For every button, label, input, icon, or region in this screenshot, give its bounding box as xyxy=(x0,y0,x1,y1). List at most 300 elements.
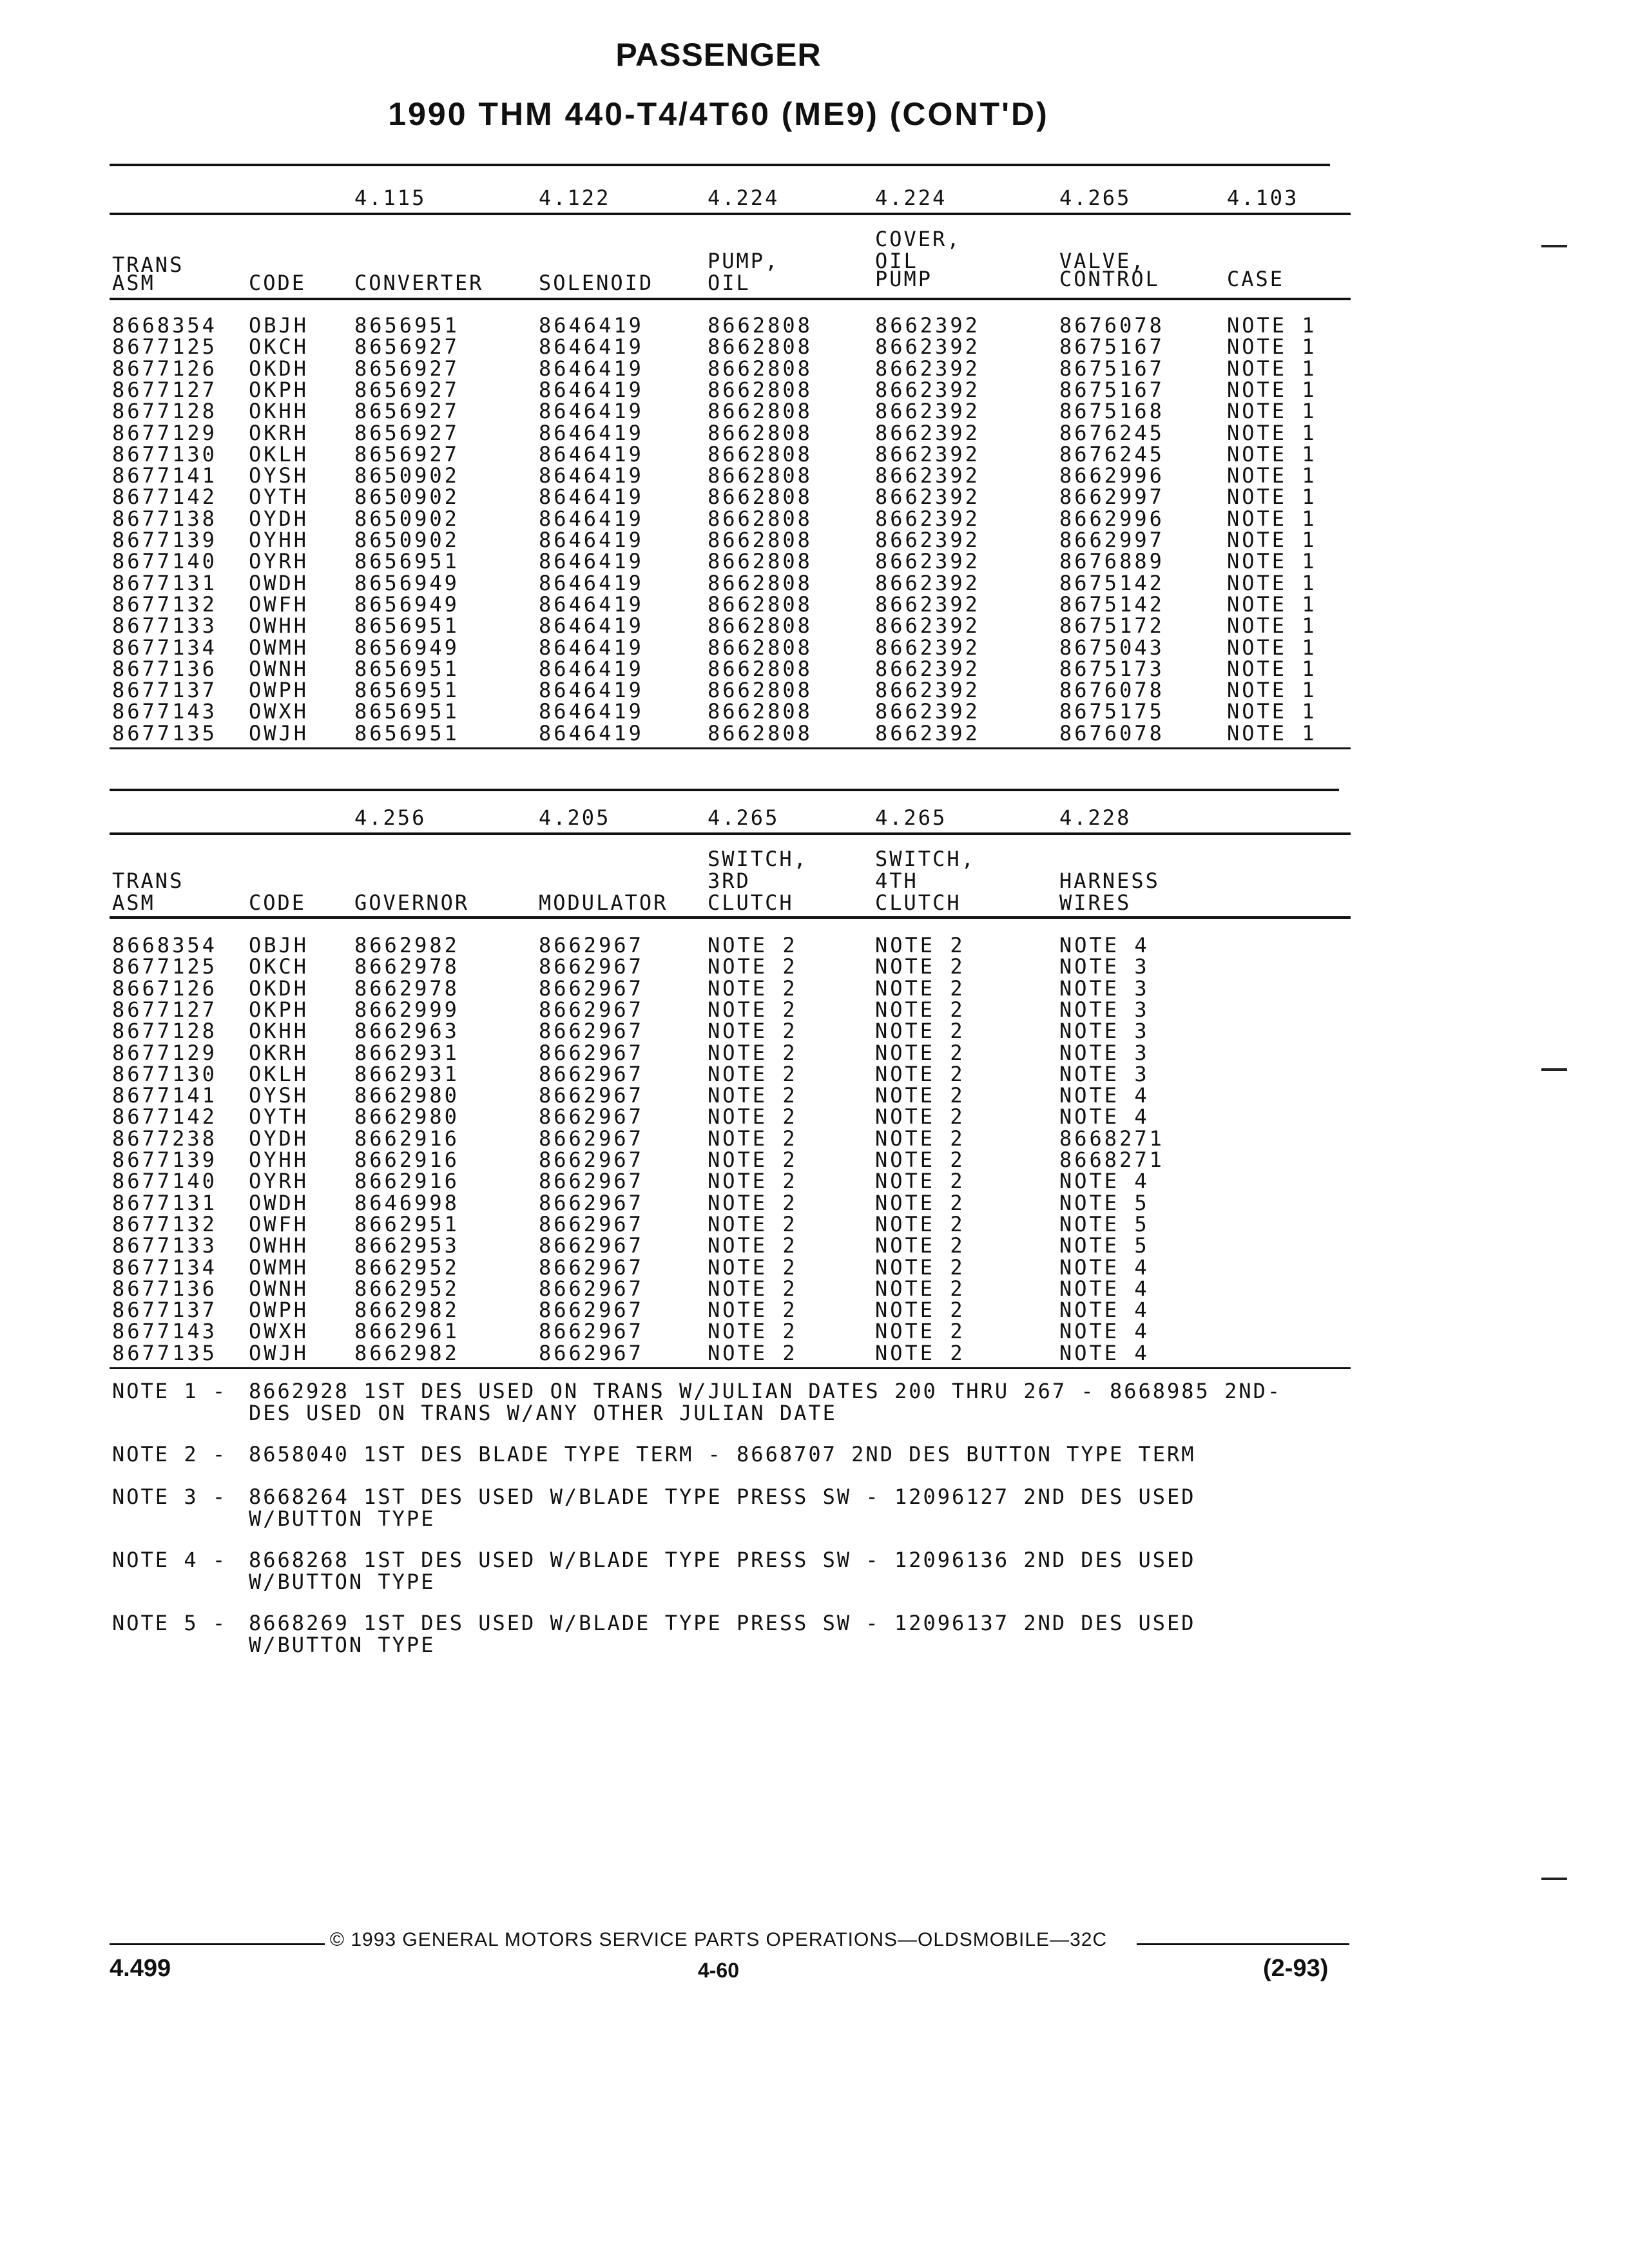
converter-cell: 8650902 xyxy=(354,506,459,531)
switch-4th-cell: NOTE 2 xyxy=(875,933,965,957)
case-cell: NOTE 1 xyxy=(1227,720,1317,745)
switch-3rd-cell: NOTE 2 xyxy=(708,1126,798,1151)
case-cell: NOTE 1 xyxy=(1227,506,1317,531)
trans-asm-cell: 8677128 xyxy=(112,399,217,424)
code-cell: OYSH xyxy=(249,1083,309,1108)
table-row xyxy=(0,572,1629,594)
code-cell: OWJH xyxy=(249,1340,309,1365)
trans-asm-cell: 8677125 xyxy=(112,954,217,979)
governor-cell: 8662951 xyxy=(354,1211,459,1236)
valve-control-cell: 8675168 xyxy=(1059,399,1164,424)
switch-3rd-cell: NOTE 2 xyxy=(708,1019,798,1044)
converter-cell: 8650902 xyxy=(354,485,459,510)
modulator-cell: 8662967 xyxy=(539,1298,644,1323)
cover-oil-pump-cell: 8662392 xyxy=(875,699,980,724)
switch-3rd-cell: NOTE 2 xyxy=(708,1254,798,1280)
switch-3rd-cell: NOTE 2 xyxy=(708,1104,798,1129)
pump-oil-cell: 8662808 xyxy=(708,549,813,574)
harness-cell: NOTE 3 xyxy=(1059,975,1150,1001)
case-cell: NOTE 1 xyxy=(1227,591,1317,617)
cover-oil-pump-cell: 8662392 xyxy=(875,420,980,445)
table-row xyxy=(0,1084,1629,1106)
code-cell: OKLH xyxy=(249,1061,309,1086)
converter-cell: 8656951 xyxy=(354,613,459,639)
footer-rule-right xyxy=(1137,1943,1349,1945)
cover-oil-pump-cell: 8662392 xyxy=(875,463,980,488)
table-row xyxy=(0,1149,1629,1171)
modulator-cell: 8662967 xyxy=(539,933,644,957)
switch-4th-cell: NOTE 2 xyxy=(875,1040,965,1065)
note-text: 8668269 1ST DES USED W/BLADE TYPE PRESS SW - 12096137 2ND DES USED xyxy=(249,1611,1196,1635)
note-label: NOTE 4 - xyxy=(112,1548,227,1572)
code-cell: OKDH xyxy=(249,356,309,381)
col-header: OIL xyxy=(875,249,918,273)
col-header: VALVE, xyxy=(1059,249,1146,273)
case-cell: NOTE 1 xyxy=(1227,420,1317,445)
trans-asm-cell: 8677135 xyxy=(112,1340,217,1365)
valve-control-cell: 8675167 xyxy=(1059,356,1164,381)
trans-asm-cell: 8677138 xyxy=(112,506,217,531)
switch-3rd-cell: NOTE 2 xyxy=(708,1190,798,1215)
table-row xyxy=(0,358,1629,380)
switch-4th-cell: NOTE 2 xyxy=(875,1104,965,1129)
note-label: NOTE 2 - xyxy=(112,1442,227,1466)
trans-asm-cell: 8677143 xyxy=(112,1319,217,1344)
case-cell: NOTE 1 xyxy=(1227,356,1317,381)
table-row xyxy=(0,1170,1629,1192)
modulator-cell: 8662967 xyxy=(539,975,644,1001)
converter-cell: 8656951 xyxy=(354,699,459,724)
cover-oil-pump-cell: 8662392 xyxy=(875,720,980,745)
harness-cell: NOTE 4 xyxy=(1059,933,1150,957)
note-text: W/BUTTON TYPE xyxy=(249,1570,436,1594)
table-row xyxy=(0,679,1629,701)
switch-4th-cell: NOTE 2 xyxy=(875,1148,965,1172)
converter-cell: 8656927 xyxy=(354,334,459,360)
switch-4th-cell: NOTE 2 xyxy=(875,1319,965,1344)
pump-oil-cell: 8662808 xyxy=(708,570,813,595)
converter-cell: 8656927 xyxy=(354,420,459,445)
trans-asm-cell: 8677143 xyxy=(112,699,217,724)
solenoid-cell: 8646419 xyxy=(539,441,644,466)
governor-cell: 8662982 xyxy=(354,1340,459,1365)
harness-cell: NOTE 5 xyxy=(1059,1190,1150,1215)
converter-cell: 8656949 xyxy=(354,635,459,660)
col-header: PUMP, xyxy=(708,249,780,273)
switch-3rd-cell: NOTE 2 xyxy=(708,954,798,979)
converter-cell: 8656951 xyxy=(354,656,459,681)
code-cell: OWDH xyxy=(249,570,309,595)
switch-3rd-cell: NOTE 2 xyxy=(708,1083,798,1108)
modulator-cell: 8662967 xyxy=(539,954,644,979)
converter-cell: 8656951 xyxy=(354,549,459,574)
pump-oil-cell: 8662808 xyxy=(708,591,813,617)
pump-oil-cell: 8662808 xyxy=(708,420,813,445)
valve-control-cell: 8676078 xyxy=(1059,720,1164,745)
table2-bottom-rule xyxy=(110,1367,1351,1369)
solenoid-cell: 8646419 xyxy=(539,699,644,724)
table-row xyxy=(0,722,1629,744)
code-cell: OWPH xyxy=(249,678,309,703)
note-text: 8668264 1ST DES USED W/BLADE TYPE PRESS SW - 12096127 2ND DES USED xyxy=(249,1485,1196,1509)
switch-3rd-cell: NOTE 2 xyxy=(708,1276,798,1301)
group-number: 4.265 xyxy=(1059,186,1132,210)
col-header: PUMP xyxy=(875,267,933,291)
group-number: 4.228 xyxy=(1059,805,1132,830)
table-row xyxy=(0,1320,1629,1342)
footer-page-number: 4-60 xyxy=(697,1959,740,1982)
trans-asm-cell: 8677131 xyxy=(112,1190,217,1215)
valve-control-cell: 8662996 xyxy=(1059,506,1164,531)
page-title: PASSENGER xyxy=(615,37,822,73)
valve-control-cell: 8662997 xyxy=(1059,528,1164,552)
modulator-cell: 8662967 xyxy=(539,1148,644,1172)
table2-rule xyxy=(110,832,1351,835)
note-label: NOTE 1 - xyxy=(112,1379,227,1403)
valve-control-cell: 8676078 xyxy=(1059,678,1164,703)
switch-4th-cell: NOTE 2 xyxy=(875,1254,965,1280)
trans-asm-cell: 8677137 xyxy=(112,678,217,703)
converter-cell: 8656927 xyxy=(354,441,459,466)
footer-copyright: © 1993 GENERAL MOTORS SERVICE PARTS OPERATIONS—OLDSMOBILE—32C xyxy=(329,1929,1108,1950)
converter-cell: 8656951 xyxy=(354,313,459,338)
solenoid-cell: 8646419 xyxy=(539,463,644,488)
modulator-cell: 8662967 xyxy=(539,1019,644,1044)
switch-3rd-cell: NOTE 2 xyxy=(708,1319,798,1344)
code-cell: OYDH xyxy=(249,1126,309,1151)
pump-oil-cell: 8662808 xyxy=(708,441,813,466)
code-cell: OWNH xyxy=(249,656,309,681)
group-number: 4.224 xyxy=(708,186,780,210)
switch-4th-cell: NOTE 2 xyxy=(875,954,965,979)
valve-control-cell: 8676245 xyxy=(1059,441,1164,466)
trans-asm-cell: 8677135 xyxy=(112,720,217,745)
code-cell: OWNH xyxy=(249,1276,309,1301)
cover-oil-pump-cell: 8662392 xyxy=(875,613,980,639)
case-cell: NOTE 1 xyxy=(1227,613,1317,639)
governor-cell: 8662916 xyxy=(354,1169,459,1194)
pump-oil-cell: 8662808 xyxy=(708,635,813,660)
group-number: 4.205 xyxy=(539,805,611,830)
table2-header-rule xyxy=(110,916,1351,919)
table-row xyxy=(0,1128,1629,1149)
table1-bottom-rule xyxy=(110,747,1351,749)
table-row xyxy=(0,465,1629,486)
case-cell: NOTE 1 xyxy=(1227,313,1317,338)
code-cell: OKRH xyxy=(249,1040,309,1065)
switch-4th-cell: NOTE 2 xyxy=(875,1340,965,1365)
switch-4th-cell: NOTE 2 xyxy=(875,1169,965,1194)
modulator-cell: 8662967 xyxy=(539,1276,644,1301)
code-cell: OKDH xyxy=(249,975,309,1001)
valve-control-cell: 8662996 xyxy=(1059,463,1164,488)
pump-oil-cell: 8662808 xyxy=(708,334,813,360)
solenoid-cell: 8646419 xyxy=(539,506,644,531)
note-text: W/BUTTON TYPE xyxy=(249,1506,436,1531)
code-cell: OYSH xyxy=(249,463,309,488)
code-cell: OKPH xyxy=(249,997,309,1022)
table1-header-rule xyxy=(110,298,1351,300)
valve-control-cell: 8675142 xyxy=(1059,570,1164,595)
switch-4th-cell: NOTE 2 xyxy=(875,1083,965,1108)
pump-oil-cell: 8662808 xyxy=(708,528,813,552)
harness-cell: NOTE 5 xyxy=(1059,1211,1150,1236)
table1-rule xyxy=(110,213,1351,215)
case-cell: NOTE 1 xyxy=(1227,678,1317,703)
note-text: DES USED ON TRANS W/ANY OTHER JULIAN DATE xyxy=(249,1401,837,1425)
footer-date: (2-93) xyxy=(1263,1955,1329,1982)
switch-4th-cell: NOTE 2 xyxy=(875,1190,965,1215)
solenoid-cell: 8646419 xyxy=(539,656,644,681)
table-row xyxy=(0,443,1629,465)
group-number: 4.115 xyxy=(354,186,427,210)
switch-3rd-cell: NOTE 2 xyxy=(708,1169,798,1194)
code-cell: OWMH xyxy=(249,1254,309,1280)
case-cell: NOTE 1 xyxy=(1227,399,1317,424)
switch-3rd-cell: NOTE 2 xyxy=(708,975,798,1001)
cover-oil-pump-cell: 8662392 xyxy=(875,356,980,381)
case-cell: NOTE 1 xyxy=(1227,699,1317,724)
code-cell: OKHH xyxy=(249,1019,309,1044)
converter-cell: 8650902 xyxy=(354,528,459,552)
valve-control-cell: 8675043 xyxy=(1059,635,1164,660)
pump-oil-cell: 8662808 xyxy=(708,720,813,745)
table-row xyxy=(0,977,1629,999)
case-cell: NOTE 1 xyxy=(1227,549,1317,574)
solenoid-cell: 8646419 xyxy=(539,678,644,703)
trans-asm-cell: 8677137 xyxy=(112,1298,217,1323)
solenoid-cell: 8646419 xyxy=(539,334,644,360)
switch-4th-cell: NOTE 2 xyxy=(875,1126,965,1151)
solenoid-cell: 8646419 xyxy=(539,420,644,445)
code-cell: OWJH xyxy=(249,720,309,745)
case-cell: NOTE 1 xyxy=(1227,441,1317,466)
trans-asm-cell: 8677141 xyxy=(112,463,217,488)
code-cell: OYTH xyxy=(249,1104,309,1129)
trans-asm-cell: 8668354 xyxy=(112,313,217,338)
trans-asm-cell: 8668354 xyxy=(112,933,217,957)
trans-asm-cell: 8677129 xyxy=(112,420,217,445)
code-cell: OWXH xyxy=(249,699,309,724)
case-cell: NOTE 1 xyxy=(1227,570,1317,595)
col-header: CONVERTER xyxy=(354,271,484,295)
table-row xyxy=(0,314,1629,336)
col-header: CONTROL xyxy=(1059,267,1160,291)
col-header: COVER, xyxy=(875,227,961,251)
table-row xyxy=(0,1278,1629,1300)
trans-asm-cell: 8667126 xyxy=(112,975,217,1001)
harness-cell: NOTE 4 xyxy=(1059,1083,1150,1108)
col-header: SWITCH, xyxy=(708,847,808,871)
table-row xyxy=(0,550,1629,572)
group-number: 4.122 xyxy=(539,186,611,210)
converter-cell: 8656951 xyxy=(354,720,459,745)
code-cell: OWFH xyxy=(249,1211,309,1236)
table-row xyxy=(0,1020,1629,1042)
harness-cell: NOTE 4 xyxy=(1059,1298,1150,1323)
cover-oil-pump-cell: 8662392 xyxy=(875,399,980,424)
table-row xyxy=(0,637,1629,658)
harness-cell: NOTE 5 xyxy=(1059,1233,1150,1258)
converter-cell: 8656927 xyxy=(354,356,459,381)
harness-cell: NOTE 3 xyxy=(1059,1040,1150,1065)
note-text: 8662928 1ST DES USED ON TRANS W/JULIAN DATES 200 THRU 267 - 8668985 2ND- xyxy=(249,1379,1282,1403)
valve-control-cell: 8675173 xyxy=(1059,656,1164,681)
valve-control-cell: 8675172 xyxy=(1059,613,1164,639)
cover-oil-pump-cell: 8662392 xyxy=(875,528,980,552)
code-cell: OKRH xyxy=(249,420,309,445)
cover-oil-pump-cell: 8662392 xyxy=(875,485,980,510)
switch-4th-cell: NOTE 2 xyxy=(875,997,965,1022)
code-cell: OYHH xyxy=(249,1148,309,1172)
trans-asm-cell: 8677139 xyxy=(112,528,217,552)
note-label: NOTE 5 - xyxy=(112,1611,227,1635)
code-cell: OWMH xyxy=(249,635,309,660)
pump-oil-cell: 8662808 xyxy=(708,463,813,488)
harness-cell: NOTE 4 xyxy=(1059,1104,1150,1129)
case-cell: NOTE 1 xyxy=(1227,485,1317,510)
note-text: 8658040 1ST DES BLADE TYPE TERM - 8668707 2ND DES BUTTON TYPE TERM xyxy=(249,1442,1196,1466)
solenoid-cell: 8646419 xyxy=(539,549,644,574)
code-cell: OYHH xyxy=(249,528,309,552)
pump-oil-cell: 8662808 xyxy=(708,399,813,424)
harness-cell: 8668271 xyxy=(1059,1148,1164,1172)
case-cell: NOTE 1 xyxy=(1227,635,1317,660)
col-header: GOVERNOR xyxy=(354,890,470,915)
switch-4th-cell: NOTE 2 xyxy=(875,1298,965,1323)
table-row xyxy=(0,508,1629,530)
col-header: CLUTCH xyxy=(875,890,961,915)
switch-3rd-cell: NOTE 2 xyxy=(708,1148,798,1172)
governor-cell: 8662916 xyxy=(354,1126,459,1151)
cover-oil-pump-cell: 8662392 xyxy=(875,549,980,574)
solenoid-cell: 8646419 xyxy=(539,377,644,402)
pump-oil-cell: 8662808 xyxy=(708,678,813,703)
modulator-cell: 8662967 xyxy=(539,1126,644,1151)
solenoid-cell: 8646419 xyxy=(539,720,644,745)
table-row xyxy=(0,615,1629,637)
trans-asm-cell: 8677136 xyxy=(112,1276,217,1301)
pump-oil-cell: 8662808 xyxy=(708,356,813,381)
modulator-cell: 8662967 xyxy=(539,1040,644,1065)
governor-cell: 8646998 xyxy=(354,1190,459,1215)
table-row xyxy=(0,400,1629,422)
pump-oil-cell: 8662808 xyxy=(708,313,813,338)
valve-control-cell: 8676245 xyxy=(1059,420,1164,445)
table-row xyxy=(0,1106,1629,1128)
switch-3rd-cell: NOTE 2 xyxy=(708,1298,798,1323)
modulator-cell: 8662967 xyxy=(539,1211,644,1236)
table-row xyxy=(0,934,1629,956)
switch-4th-cell: NOTE 2 xyxy=(875,1211,965,1236)
col-header: ASM xyxy=(112,271,155,295)
solenoid-cell: 8646419 xyxy=(539,635,644,660)
pump-oil-cell: 8662808 xyxy=(708,699,813,724)
modulator-cell: 8662967 xyxy=(539,1083,644,1108)
code-cell: OYRH xyxy=(249,549,309,574)
col-header: CASE xyxy=(1227,267,1285,291)
governor-cell: 8662952 xyxy=(354,1276,459,1301)
converter-cell: 8656949 xyxy=(354,591,459,617)
page-subtitle: 1990 THM 440-T4/4T60 (ME9) (CONT'D) xyxy=(388,96,1049,132)
governor-cell: 8662952 xyxy=(354,1254,459,1280)
col-header: ASM xyxy=(112,890,155,915)
cover-oil-pump-cell: 8662392 xyxy=(875,313,980,338)
note-label: NOTE 3 - xyxy=(112,1485,227,1509)
harness-cell: NOTE 3 xyxy=(1059,1019,1150,1044)
governor-cell: 8662931 xyxy=(354,1040,459,1065)
code-cell: OYTH xyxy=(249,485,309,510)
trans-asm-cell: 8677133 xyxy=(112,1233,217,1258)
trans-asm-cell: 8677126 xyxy=(112,356,217,381)
table1-top-rule xyxy=(110,164,1330,166)
col-header: SWITCH, xyxy=(875,847,976,871)
pump-oil-cell: 8662808 xyxy=(708,656,813,681)
table-row xyxy=(0,1042,1629,1064)
switch-4th-cell: NOTE 2 xyxy=(875,1276,965,1301)
harness-cell: NOTE 4 xyxy=(1059,1169,1150,1194)
trans-asm-cell: 8677125 xyxy=(112,334,217,360)
switch-3rd-cell: NOTE 2 xyxy=(708,1061,798,1086)
code-cell: OBJH xyxy=(249,933,309,957)
valve-control-cell: 8675167 xyxy=(1059,377,1164,402)
code-cell: OWXH xyxy=(249,1319,309,1344)
trans-asm-cell: 8677140 xyxy=(112,549,217,574)
table-row xyxy=(0,700,1629,722)
cover-oil-pump-cell: 8662392 xyxy=(875,334,980,360)
table-row xyxy=(0,1235,1629,1256)
cover-oil-pump-cell: 8662392 xyxy=(875,377,980,402)
trans-asm-cell: 8677238 xyxy=(112,1126,217,1151)
table-row xyxy=(0,1342,1629,1364)
harness-cell: NOTE 3 xyxy=(1059,997,1150,1022)
table-row xyxy=(0,999,1629,1021)
solenoid-cell: 8646419 xyxy=(539,613,644,639)
harness-cell: NOTE 4 xyxy=(1059,1319,1150,1344)
governor-cell: 8662916 xyxy=(354,1148,459,1172)
table-row xyxy=(0,956,1629,977)
switch-3rd-cell: NOTE 2 xyxy=(708,997,798,1022)
table-row xyxy=(0,336,1629,358)
valve-control-cell: 8662997 xyxy=(1059,485,1164,510)
switch-3rd-cell: NOTE 2 xyxy=(708,1340,798,1365)
code-cell: OWHH xyxy=(249,1233,309,1258)
cover-oil-pump-cell: 8662392 xyxy=(875,570,980,595)
footer-section-number: 4.499 xyxy=(110,1955,171,1982)
note-text: W/BUTTON TYPE xyxy=(249,1633,436,1657)
switch-3rd-cell: NOTE 2 xyxy=(708,1040,798,1065)
trans-asm-cell: 8677130 xyxy=(112,441,217,466)
table-row xyxy=(0,658,1629,680)
solenoid-cell: 8646419 xyxy=(539,313,644,338)
case-cell: NOTE 1 xyxy=(1227,656,1317,681)
trans-asm-cell: 8677136 xyxy=(112,656,217,681)
code-cell: OBJH xyxy=(249,313,309,338)
cover-oil-pump-cell: 8662392 xyxy=(875,441,980,466)
table-row xyxy=(0,379,1629,401)
valve-control-cell: 8675175 xyxy=(1059,699,1164,724)
table-row xyxy=(0,1063,1629,1085)
switch-3rd-cell: NOTE 2 xyxy=(708,1211,798,1236)
table-row xyxy=(0,593,1629,615)
table2-top-rule xyxy=(110,789,1339,791)
col-header: CODE xyxy=(249,890,307,915)
solenoid-cell: 8646419 xyxy=(539,356,644,381)
code-cell: OKCH xyxy=(249,334,309,360)
modulator-cell: 8662967 xyxy=(539,1319,644,1344)
harness-cell: 8668271 xyxy=(1059,1126,1164,1151)
code-cell: OWDH xyxy=(249,1190,309,1215)
